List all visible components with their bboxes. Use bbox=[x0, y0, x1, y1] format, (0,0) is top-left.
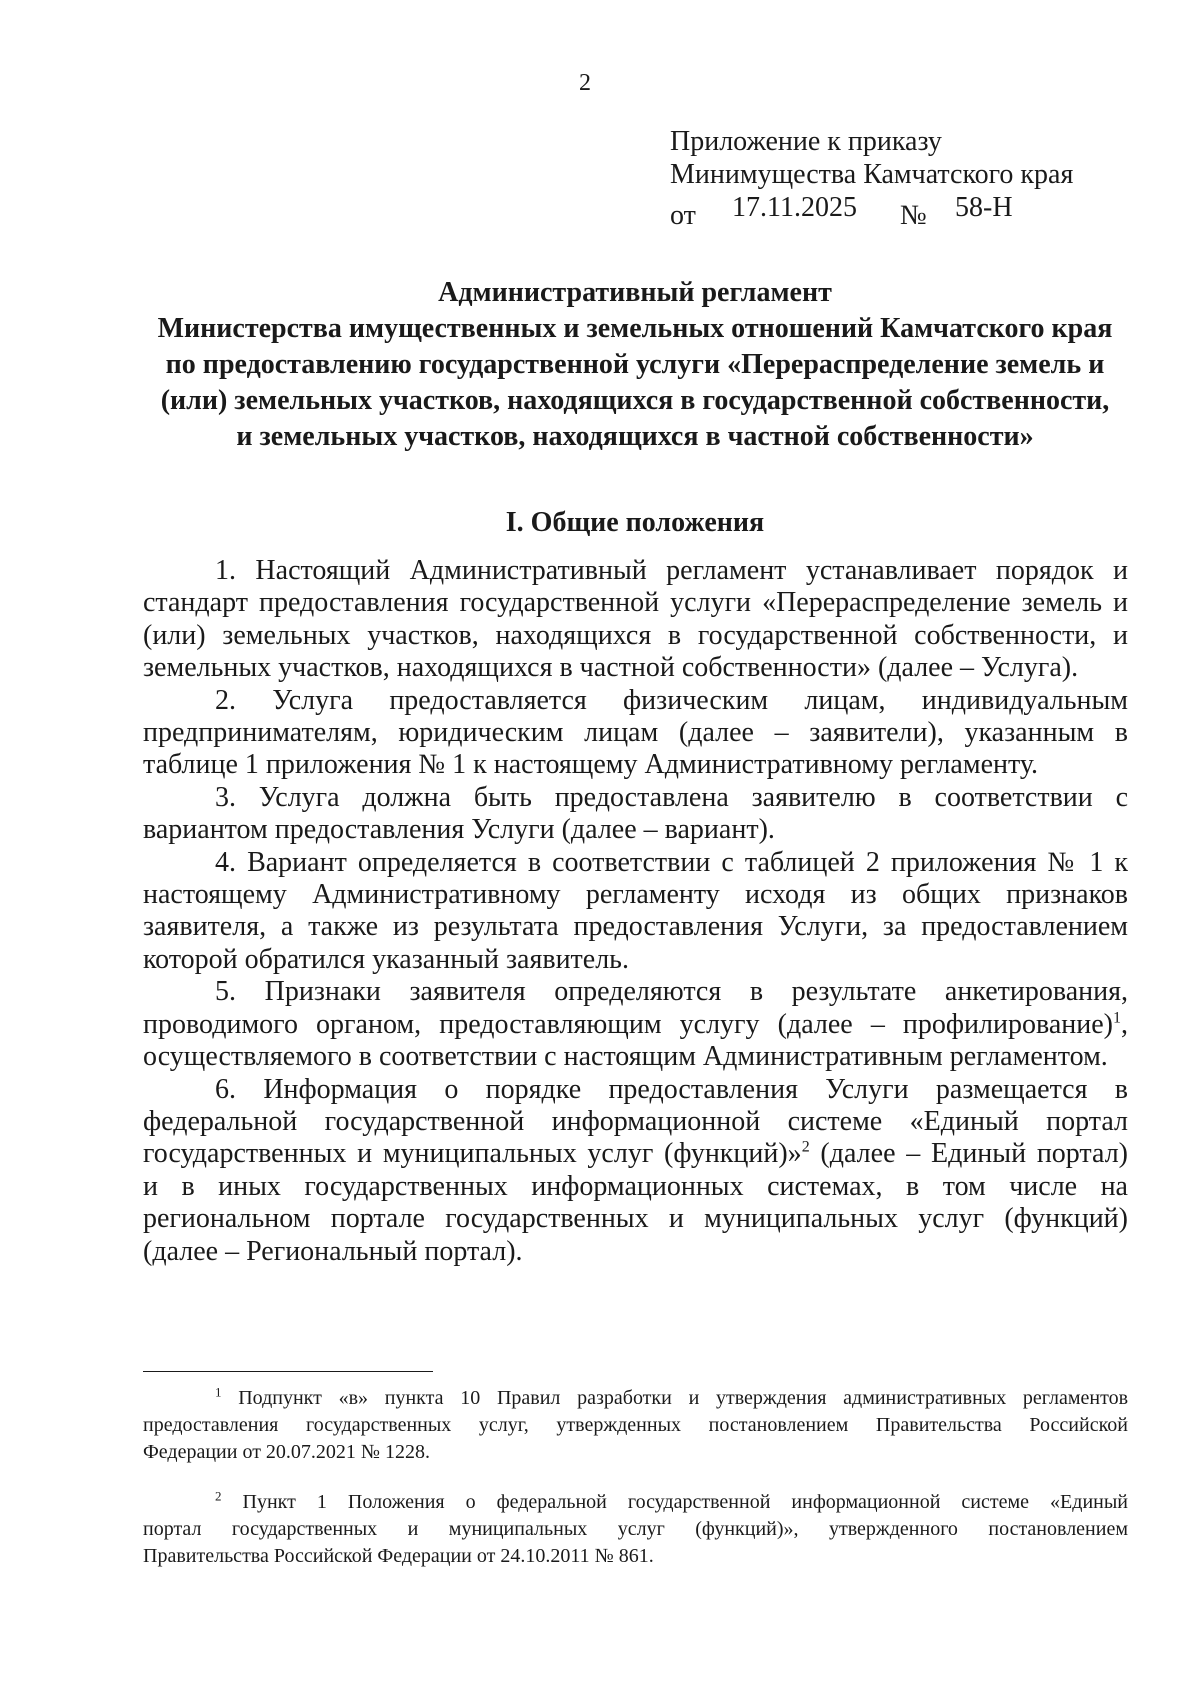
paragraph-line: 3. Услуга должна быть предоставлена заявителю в соответствии с bbox=[215, 781, 1128, 813]
paragraph-line-text: государственных и муниципальных услуг (функций)» bbox=[143, 1138, 802, 1170]
paragraph-5 bbox=[143, 976, 1128, 1073]
paragraph-3 bbox=[143, 782, 1128, 847]
paragraph-4 bbox=[143, 847, 1128, 977]
approval-number-sign: № bbox=[900, 200, 927, 231]
title-line-4: (или) земельных участков, находящихся в государственной собственности, bbox=[160, 385, 1110, 416]
footnote-mark-1: 1 bbox=[215, 1384, 222, 1400]
footnote-1 bbox=[143, 1385, 1128, 1466]
footnote-line: Правительства Российской Федерации от 24.10.2011 № 861. bbox=[143, 1545, 654, 1567]
document-body bbox=[143, 555, 1128, 1268]
paragraph-line: 2. Услуга предоставляется физическим лицам, индивидуальным bbox=[215, 684, 1128, 716]
title-line-2: Министерства имущественных и земельных отношений Камчатского края bbox=[157, 313, 1113, 344]
approval-ot-label: от bbox=[670, 200, 696, 231]
footnote-2 bbox=[143, 1489, 1128, 1570]
title-line-1: Административный регламент bbox=[438, 277, 832, 308]
footnote-line bbox=[143, 1489, 1128, 1516]
title-line-3: по предоставлению государственной услуги «Перераспределение земель и bbox=[165, 349, 1105, 380]
paragraph-line: региональном портале государственных и муниципальных услуг (функций) bbox=[143, 1203, 1128, 1235]
paragraph-line: (или) земельных участков, находящихся в государственной собственности, и bbox=[143, 619, 1128, 651]
footnote-divider bbox=[143, 1371, 433, 1372]
paragraph-line: осуществляемого в соответствии с настоящим Административным регламентом. bbox=[143, 1041, 1108, 1073]
paragraph-line: настоящему Административному регламенту исходя из общих признаков bbox=[143, 879, 1128, 911]
approval-line-2: Минимущества Камчатского края bbox=[670, 159, 1074, 190]
paragraph-line: федеральной государственной информационной системе «Единый портал bbox=[143, 1105, 1128, 1137]
approval-date-number-line bbox=[670, 191, 1073, 231]
footnote-line-text: Пункт 1 Положения о федеральной государственной информационной системе «Единый bbox=[242, 1491, 1128, 1513]
title-line-5: и земельных участков, находящихся в частной собственности» bbox=[236, 421, 1034, 452]
paragraph-line: предпринимателям, юридическим лицам (далее – заявители), указанным в bbox=[143, 717, 1128, 749]
paragraph-line bbox=[143, 1009, 1128, 1041]
paragraph-2 bbox=[143, 685, 1128, 782]
paragraph-line-text: , bbox=[1121, 1008, 1128, 1040]
section-heading: I. Общие положения bbox=[505, 507, 765, 538]
footnote-mark-2: 2 bbox=[215, 1488, 222, 1504]
paragraph-line: 1. Настоящий Административный регламент устанавливает порядок и bbox=[215, 555, 1128, 586]
paragraph-line: (далее – Региональный портал). bbox=[143, 1235, 523, 1267]
paragraph-line bbox=[143, 1138, 1128, 1170]
approval-line-1: Приложение к приказу bbox=[670, 126, 942, 157]
paragraph-line: земельных участков, находящихся в частной собственности» (далее – Услуга). bbox=[143, 652, 1079, 684]
paragraph-line: которой обратился указанный заявитель. bbox=[143, 943, 629, 975]
paragraph-line: и в иных государственных информационных системах, в том числе на bbox=[143, 1170, 1128, 1202]
footnote-line: портал государственных и муниципальных услуг (функций)», утвержденного постановлением bbox=[143, 1518, 1128, 1540]
document-title bbox=[140, 275, 1130, 455]
paragraph-line: стандарт предоставления государственной услуги «Перераспределение земель и bbox=[143, 587, 1128, 619]
footnote-ref-1[interactable]: 1 bbox=[1113, 1009, 1121, 1027]
paragraph-line: вариантом предоставления Услуги (далее – вариант). bbox=[143, 814, 775, 846]
footnote-line: предоставления государственных услуг, утвержденных постановлением Правительства Российской bbox=[143, 1414, 1128, 1436]
approval-date: 17.11.2025 bbox=[732, 192, 857, 223]
paragraph-6 bbox=[143, 1074, 1128, 1268]
footnote-line: Федерации от 20.07.2021 № 1228. bbox=[143, 1441, 431, 1463]
paragraph-line: 5. Признаки заявителя определяются в результате анкетирования, bbox=[215, 976, 1128, 1008]
page-number: 2 bbox=[579, 70, 591, 96]
footnote-line-text: Подпункт «в» пункта 10 Правил разработки и утверждения административных регламентов bbox=[238, 1387, 1129, 1409]
footnote-line bbox=[143, 1385, 1128, 1412]
paragraph-line-text: (далее – Единый портал) bbox=[809, 1138, 1128, 1170]
approval-number: 58-Н bbox=[955, 192, 1013, 223]
paragraph-line: 4. Вариант определяется в соответствии с таблицей 2 приложения № 1 к bbox=[215, 846, 1128, 878]
paragraph-1 bbox=[143, 555, 1128, 685]
approval-stamp bbox=[670, 125, 1073, 231]
paragraph-line: 6. Информация о порядке предоставления Услуги размещается в bbox=[215, 1073, 1128, 1105]
footnote-ref-2[interactable]: 2 bbox=[801, 1138, 810, 1156]
paragraph-line: таблице 1 приложения № 1 к настоящему Административному регламенту. bbox=[143, 749, 1039, 781]
paragraph-line-text: проводимого органом, предоставляющим услугу (далее – профилирование) bbox=[143, 1008, 1113, 1040]
paragraph-line: заявителя, а также из результата предоставления Услуги, за предоставлением bbox=[143, 911, 1128, 943]
